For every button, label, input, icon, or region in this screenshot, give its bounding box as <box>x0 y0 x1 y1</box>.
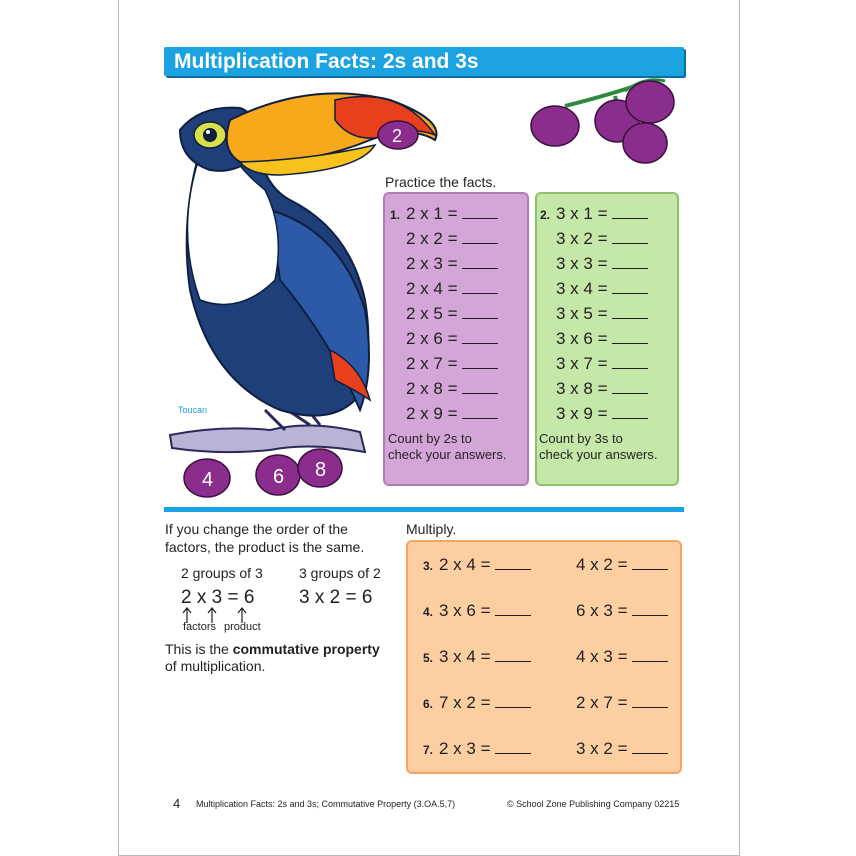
footer-description: Multiplication Facts: 2s and 3s; Commutative Property (3.OA.5,7) <box>196 799 456 809</box>
fact-row-2s <box>390 354 498 374</box>
example-2-label: 3 groups of 2 <box>299 565 381 581</box>
fact-text: 2 x 3 = <box>439 739 491 758</box>
section-divider <box>164 507 684 512</box>
multiply-left-problem <box>423 693 531 713</box>
grape-number-4: 4 <box>202 469 214 491</box>
note-line: check your answers. <box>539 447 658 462</box>
multiply-right-problem <box>560 601 668 621</box>
fact-row-3s <box>540 204 648 224</box>
answer-blank[interactable] <box>612 256 648 269</box>
multiply-left-problem <box>423 739 531 759</box>
conclusion-prefix: This is the <box>165 641 229 657</box>
count-by-3s-note <box>539 431 658 463</box>
fact-row-2s <box>390 204 498 224</box>
note-line: Count by 3s to <box>539 431 623 446</box>
grapes-illustration <box>525 76 685 166</box>
answer-blank[interactable] <box>462 331 498 344</box>
answer-blank[interactable] <box>495 557 531 570</box>
example-1-equation: 2 x 3 = 6 <box>181 587 255 608</box>
answer-blank[interactable] <box>462 231 498 244</box>
example-2-equation: 3 x 2 = 6 <box>299 587 373 608</box>
fact-text: 3 x 2 = <box>576 739 628 758</box>
fact-text: 2 x 2 = <box>406 229 458 248</box>
example-1-label: 2 groups of 3 <box>181 565 263 581</box>
fact-text: 3 x 4 = <box>439 647 491 666</box>
problem-number: 2. <box>540 208 551 222</box>
answer-blank[interactable] <box>612 206 648 219</box>
grape-number-6: 6 <box>273 466 285 488</box>
problem-number: 1. <box>390 208 401 222</box>
fact-row-2s <box>390 379 498 399</box>
answer-blank[interactable] <box>495 603 531 616</box>
answer-blank[interactable] <box>632 741 668 754</box>
fact-text: 3 x 9 = <box>556 404 608 423</box>
title-banner <box>164 47 684 76</box>
practice-prompt: Practice the facts. <box>385 174 497 190</box>
answer-blank[interactable] <box>495 695 531 708</box>
fact-text: 3 x 8 = <box>556 379 608 398</box>
fact-text: 2 x 9 = <box>406 404 458 423</box>
beak-grape-number: 2 <box>392 126 403 146</box>
intro-line-2: factors, the product is the same. <box>165 539 365 555</box>
fact-text: 4 x 2 = <box>576 555 628 574</box>
page-number: 4 <box>173 796 181 811</box>
page-title: Multiplication Facts: 2s and 3s <box>174 50 479 73</box>
toucan-caption: Toucan <box>178 405 208 415</box>
answer-blank[interactable] <box>495 741 531 754</box>
multiply-right-problem <box>560 555 668 575</box>
fact-row-3s <box>540 254 648 274</box>
grape-number-8: 8 <box>315 459 327 481</box>
multiply-left-problem <box>423 647 531 667</box>
fact-text: 2 x 3 = <box>406 254 458 273</box>
answer-blank[interactable] <box>612 231 648 244</box>
fact-text: 3 x 3 = <box>556 254 608 273</box>
fact-row-2s <box>390 254 498 274</box>
fact-text: 3 x 5 = <box>556 304 608 323</box>
note-line: check your answers. <box>388 447 507 462</box>
fact-row-2s <box>390 304 498 324</box>
problem-number: 6. <box>423 697 434 711</box>
note-line: Count by 2s to <box>388 431 472 446</box>
fact-text: 2 x 5 = <box>406 304 458 323</box>
conclusion-line-2: of multiplication. <box>165 658 266 674</box>
answer-blank[interactable] <box>495 649 531 662</box>
fact-row-2s <box>390 329 498 349</box>
product-label: product <box>224 621 261 633</box>
multiply-prompt: Multiply. <box>406 521 457 537</box>
answer-blank[interactable] <box>612 331 648 344</box>
fact-text: 4 x 3 = <box>576 647 628 666</box>
problem-number: 5. <box>423 651 434 665</box>
answer-blank[interactable] <box>462 206 498 219</box>
fact-text: 2 x 4 = <box>406 279 458 298</box>
answer-blank[interactable] <box>632 557 668 570</box>
answer-blank[interactable] <box>462 306 498 319</box>
problem-number: 7. <box>423 743 434 757</box>
fact-text: 3 x 6 = <box>439 601 491 620</box>
fact-row-3s <box>540 304 648 324</box>
fact-row-3s <box>540 279 648 299</box>
answer-blank[interactable] <box>462 356 498 369</box>
multiply-right-problem <box>560 647 668 667</box>
answer-blank[interactable] <box>632 603 668 616</box>
multiply-left-problem <box>423 555 531 575</box>
fact-row-2s <box>390 279 498 299</box>
factors-label: factors <box>183 621 217 633</box>
fact-row-3s <box>540 329 648 349</box>
answer-blank[interactable] <box>612 356 648 369</box>
fact-text: 3 x 7 = <box>556 354 608 373</box>
fact-row-3s <box>540 379 648 399</box>
fact-text: 3 x 6 = <box>556 329 608 348</box>
answer-blank[interactable] <box>462 281 498 294</box>
fact-text: 3 x 4 = <box>556 279 608 298</box>
answer-blank[interactable] <box>632 695 668 708</box>
toucan-illustration <box>160 80 403 505</box>
multiply-left-problem <box>423 601 531 621</box>
fact-row-2s <box>390 229 498 249</box>
answer-blank[interactable] <box>612 381 648 394</box>
fact-row-3s <box>540 404 648 424</box>
fact-text: 3 x 2 = <box>556 229 608 248</box>
answer-blank[interactable] <box>462 256 498 269</box>
fact-row-3s <box>540 354 648 374</box>
multiply-right-problem <box>560 739 668 759</box>
answer-blank[interactable] <box>632 649 668 662</box>
fact-text: 6 x 3 = <box>576 601 628 620</box>
count-by-2s-note <box>388 431 507 463</box>
multiply-right-problem <box>560 693 668 713</box>
footer-copyright: © School Zone Publishing Company 02215 <box>507 799 680 809</box>
fact-text: 2 x 4 = <box>439 555 491 574</box>
fact-text: 3 x 1 = <box>556 204 608 223</box>
answer-blank[interactable] <box>462 406 498 419</box>
fact-row-3s <box>540 229 648 249</box>
answer-blank[interactable] <box>612 306 648 319</box>
commutative-term: commutative property <box>232 641 380 657</box>
fact-text: 2 x 7 = <box>576 693 628 712</box>
intro-line-1: If you change the order of the <box>165 521 348 537</box>
fact-text: 7 x 2 = <box>439 693 491 712</box>
answer-blank[interactable] <box>462 381 498 394</box>
fact-row-2s <box>390 404 498 424</box>
conclusion-line-1 <box>165 641 380 657</box>
fact-text: 2 x 7 = <box>406 354 458 373</box>
answer-blank[interactable] <box>612 406 648 419</box>
fact-text: 2 x 6 = <box>406 329 458 348</box>
problem-number: 4. <box>423 605 434 619</box>
fact-text: 2 x 1 = <box>406 204 458 223</box>
problem-number: 3. <box>423 559 434 573</box>
fact-text: 2 x 8 = <box>406 379 458 398</box>
answer-blank[interactable] <box>612 281 648 294</box>
